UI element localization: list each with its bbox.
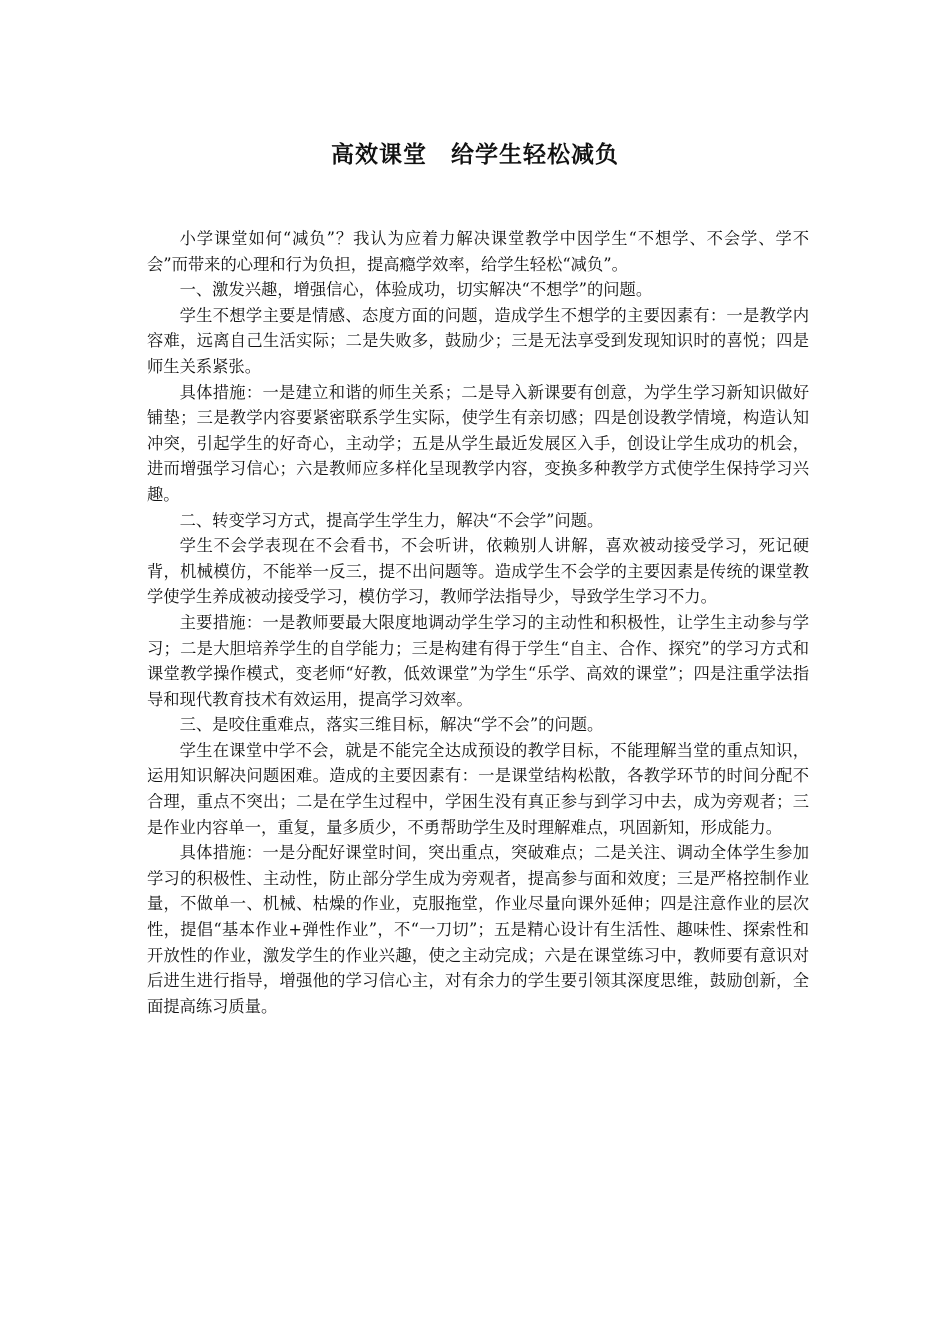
paragraph: 学生不想学主要是情感、态度方面的问题，造成学生不想学的主要因素有：一是教学内容难，远离自己生活实际；二是失败多，鼓励少；三是无法享受到发现知识时的喜悦；四是师生关系紧张。 xyxy=(147,305,809,376)
paragraph: 学生在课堂中学不会，就是不能完全达成预设的教学目标，不能理解当堂的重点知识，运用知识解决问题困难。造成的主要因素有：一是课堂结构松散，各教学环节的时间分配不合理，重点不突出；二是在学生过程中，学困生没有真正参与到学习中去，成为旁观者；三是作业内容单一，重复，量多质少，不勇帮助学生及时理解难点，巩固新知，形成能力。 xyxy=(147,740,809,837)
paragraph: 具体措施：一是分配好课堂时间，突出重点，突破难点；二是关注、调动全体学生参加学习的积极性、主动性，防止部分学生成为旁观者，提高参与面和效度；三是严格控制作业量，不做单一、机械、枯燥的作业，克服拖堂，作业尽量向课外延伸；四是注意作业的层次性，提倡“基本作业+弹性作业”，不“一刀切”；五是精心设计有生活性、趣味性、探索性和开放性的作业，激发学生的作业兴趣，使之主动完成；六是在课堂练习中，教师要有意识对后进生进行指导，增强他的学习信心主，对有余力的学生要引领其深度思维，鼓励创新，全面提高练习质量。 xyxy=(147,843,809,1016)
paragraph: 具体措施：一是建立和谐的师生关系；二是导入新课要有创意，为学生学习新知识做好铺垫；三是教学内容要紧密联系学生实际，使学生有亲切感；四是创设教学情境，构造认知冲突，引起学生的好奇心，主动学；五是从学生最近发展区入手，创设让学生成功的机会，进而增强学习信心；六是教师应多样化呈现教学内容，变换多种教学方式使学生保持学习兴趣。 xyxy=(147,382,809,504)
section-heading-1: 一、激发兴趣，增强信心，体验成功，切实解决“不想学”的问题。 xyxy=(179,280,653,300)
section-heading-2: 二、转变学习方式，提高学生学生力，解决“不会学”问题。 xyxy=(179,510,604,530)
document-title: 高效课堂 给学生轻松减负 xyxy=(331,142,619,168)
section-heading-3: 三、是咬住重难点，落实三维目标，解决“学不会”的问题。 xyxy=(179,715,604,735)
document-body xyxy=(147,226,809,1019)
paragraph: 主要措施：一是教师要最大限度地调动学生学习的主动性和积极性，让学生主动参与学习；二是大胆培养学生的自学能力；三是构建有得于学生“自主、合作、探究”的学习方式和课堂教学操作模式，变老师“好教，低效课堂”为学生“乐学、高效的课堂”；四是注重学法指导和现代教育技术有效运用，提高学习效率。 xyxy=(147,612,809,709)
paragraph: 学生不会学表现在不会看书，不会听讲，依赖别人讲解，喜欢被动接受学习，死记硬背，机械模仿，不能举一反三，提不出问题等。造成学生不会学的主要因素是传统的课堂教学使学生养成被动接受学习，模仿学习，教师学法指导少，导致学生学习不力。 xyxy=(147,536,809,607)
paragraph-intro: 小学课堂如何“减负”？我认为应着力解决课堂教学中因学生“不想学、不会学、学不会”而带来的心理和行为负担，提高瘾学效率，给学生轻松“减负”。 xyxy=(147,229,809,274)
